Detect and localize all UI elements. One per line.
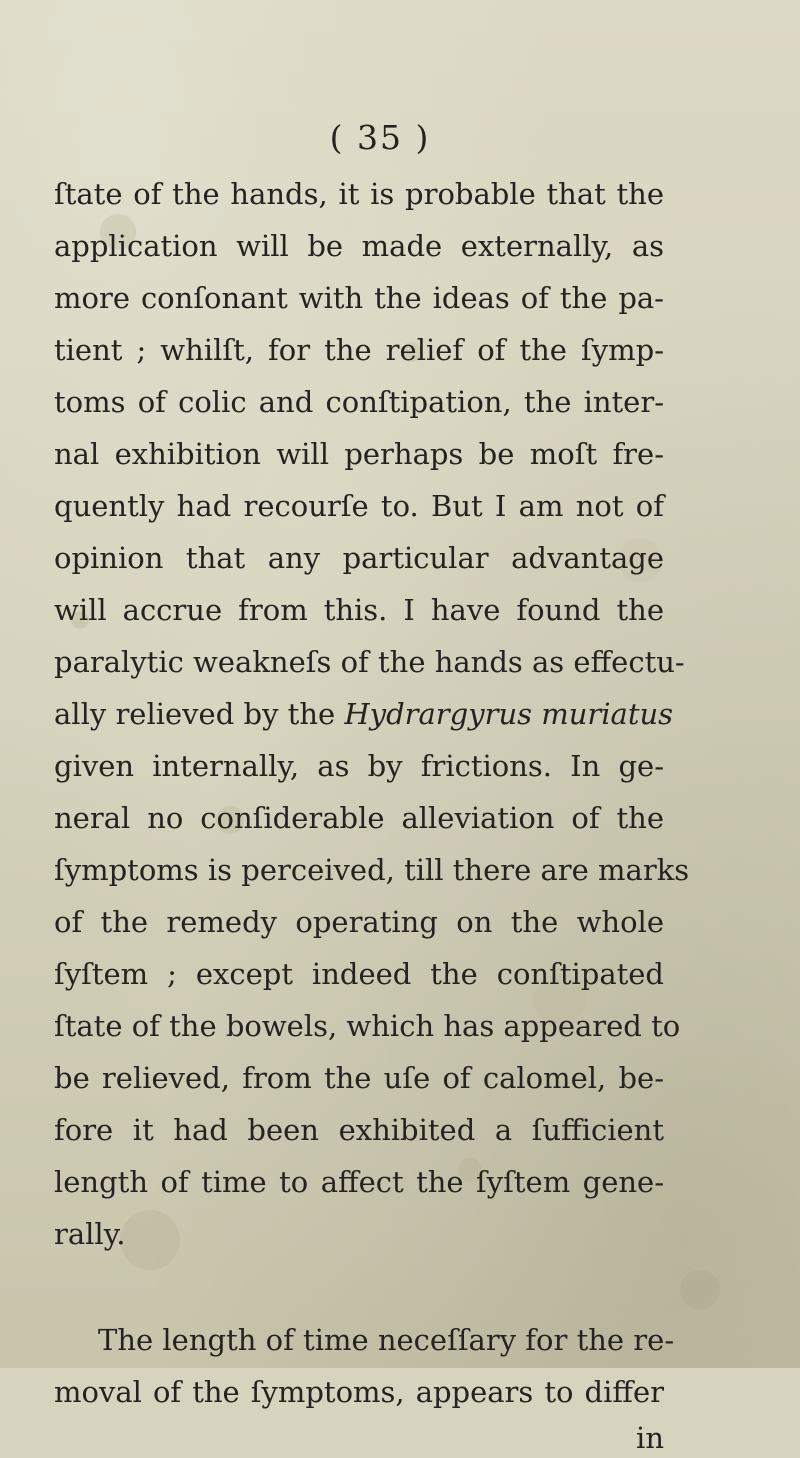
text-line: toms of colic and conſtipation, the inter- [54, 385, 664, 419]
text-line: more conſonant with the ideas of the pa- [54, 281, 664, 315]
text-line: ſtate of the bowels, which has appeared to [54, 1009, 681, 1043]
text-line: quently had recourſe to. But I am not of [54, 489, 664, 523]
text-line: ſymptoms is perceived, till there are marks [54, 853, 690, 887]
latin-term: Hydrargyrus muriatus [344, 697, 674, 731]
paragraph-gap [54, 1260, 664, 1314]
page-header [0, 110, 800, 166]
text-line: ſyſtem ; except indeed the conſtipated [54, 957, 664, 991]
text-line: given internally, as by frictions. In ge- [54, 749, 664, 783]
body-text [54, 168, 690, 1458]
text-line: tient ; whilſt, for the relief of the ſymp- [54, 333, 664, 367]
text-line: application will be made externally, as [54, 229, 664, 263]
text-line: of the remedy operating on the whole [54, 905, 664, 939]
text-line: be relieved, from the uſe of calomel, be- [54, 1061, 664, 1095]
text-line: will accrue from this. I have found the [54, 593, 664, 627]
text-line: rally. [54, 1217, 126, 1251]
text-line: length of time to affect the ſyſtem gene- [54, 1165, 664, 1199]
text-line: paralytic weakneſs of the hands as effectu- [54, 645, 685, 679]
text-line [54, 688, 674, 740]
text-line: moval of the ſymptoms, appears to differ [54, 1375, 664, 1409]
text-line: ſtate of the hands, it is probable that the [54, 177, 664, 211]
page-number: ( 35 ) [329, 118, 431, 157]
catchword: in [636, 1421, 664, 1455]
text-line: The length of time neceſſary for the re- [98, 1323, 675, 1357]
text-line: nal exhibition will perhaps be moſt fre- [54, 437, 664, 471]
text-line-start: ally relieved by the Hydrargyrus muriatus [54, 697, 674, 731]
text-line: neral no conſiderable alleviation of the [54, 801, 664, 835]
text-line: opinion that any particular advantage [54, 541, 664, 575]
text-line: fore it had been exhibited a ſufficient [54, 1113, 664, 1147]
